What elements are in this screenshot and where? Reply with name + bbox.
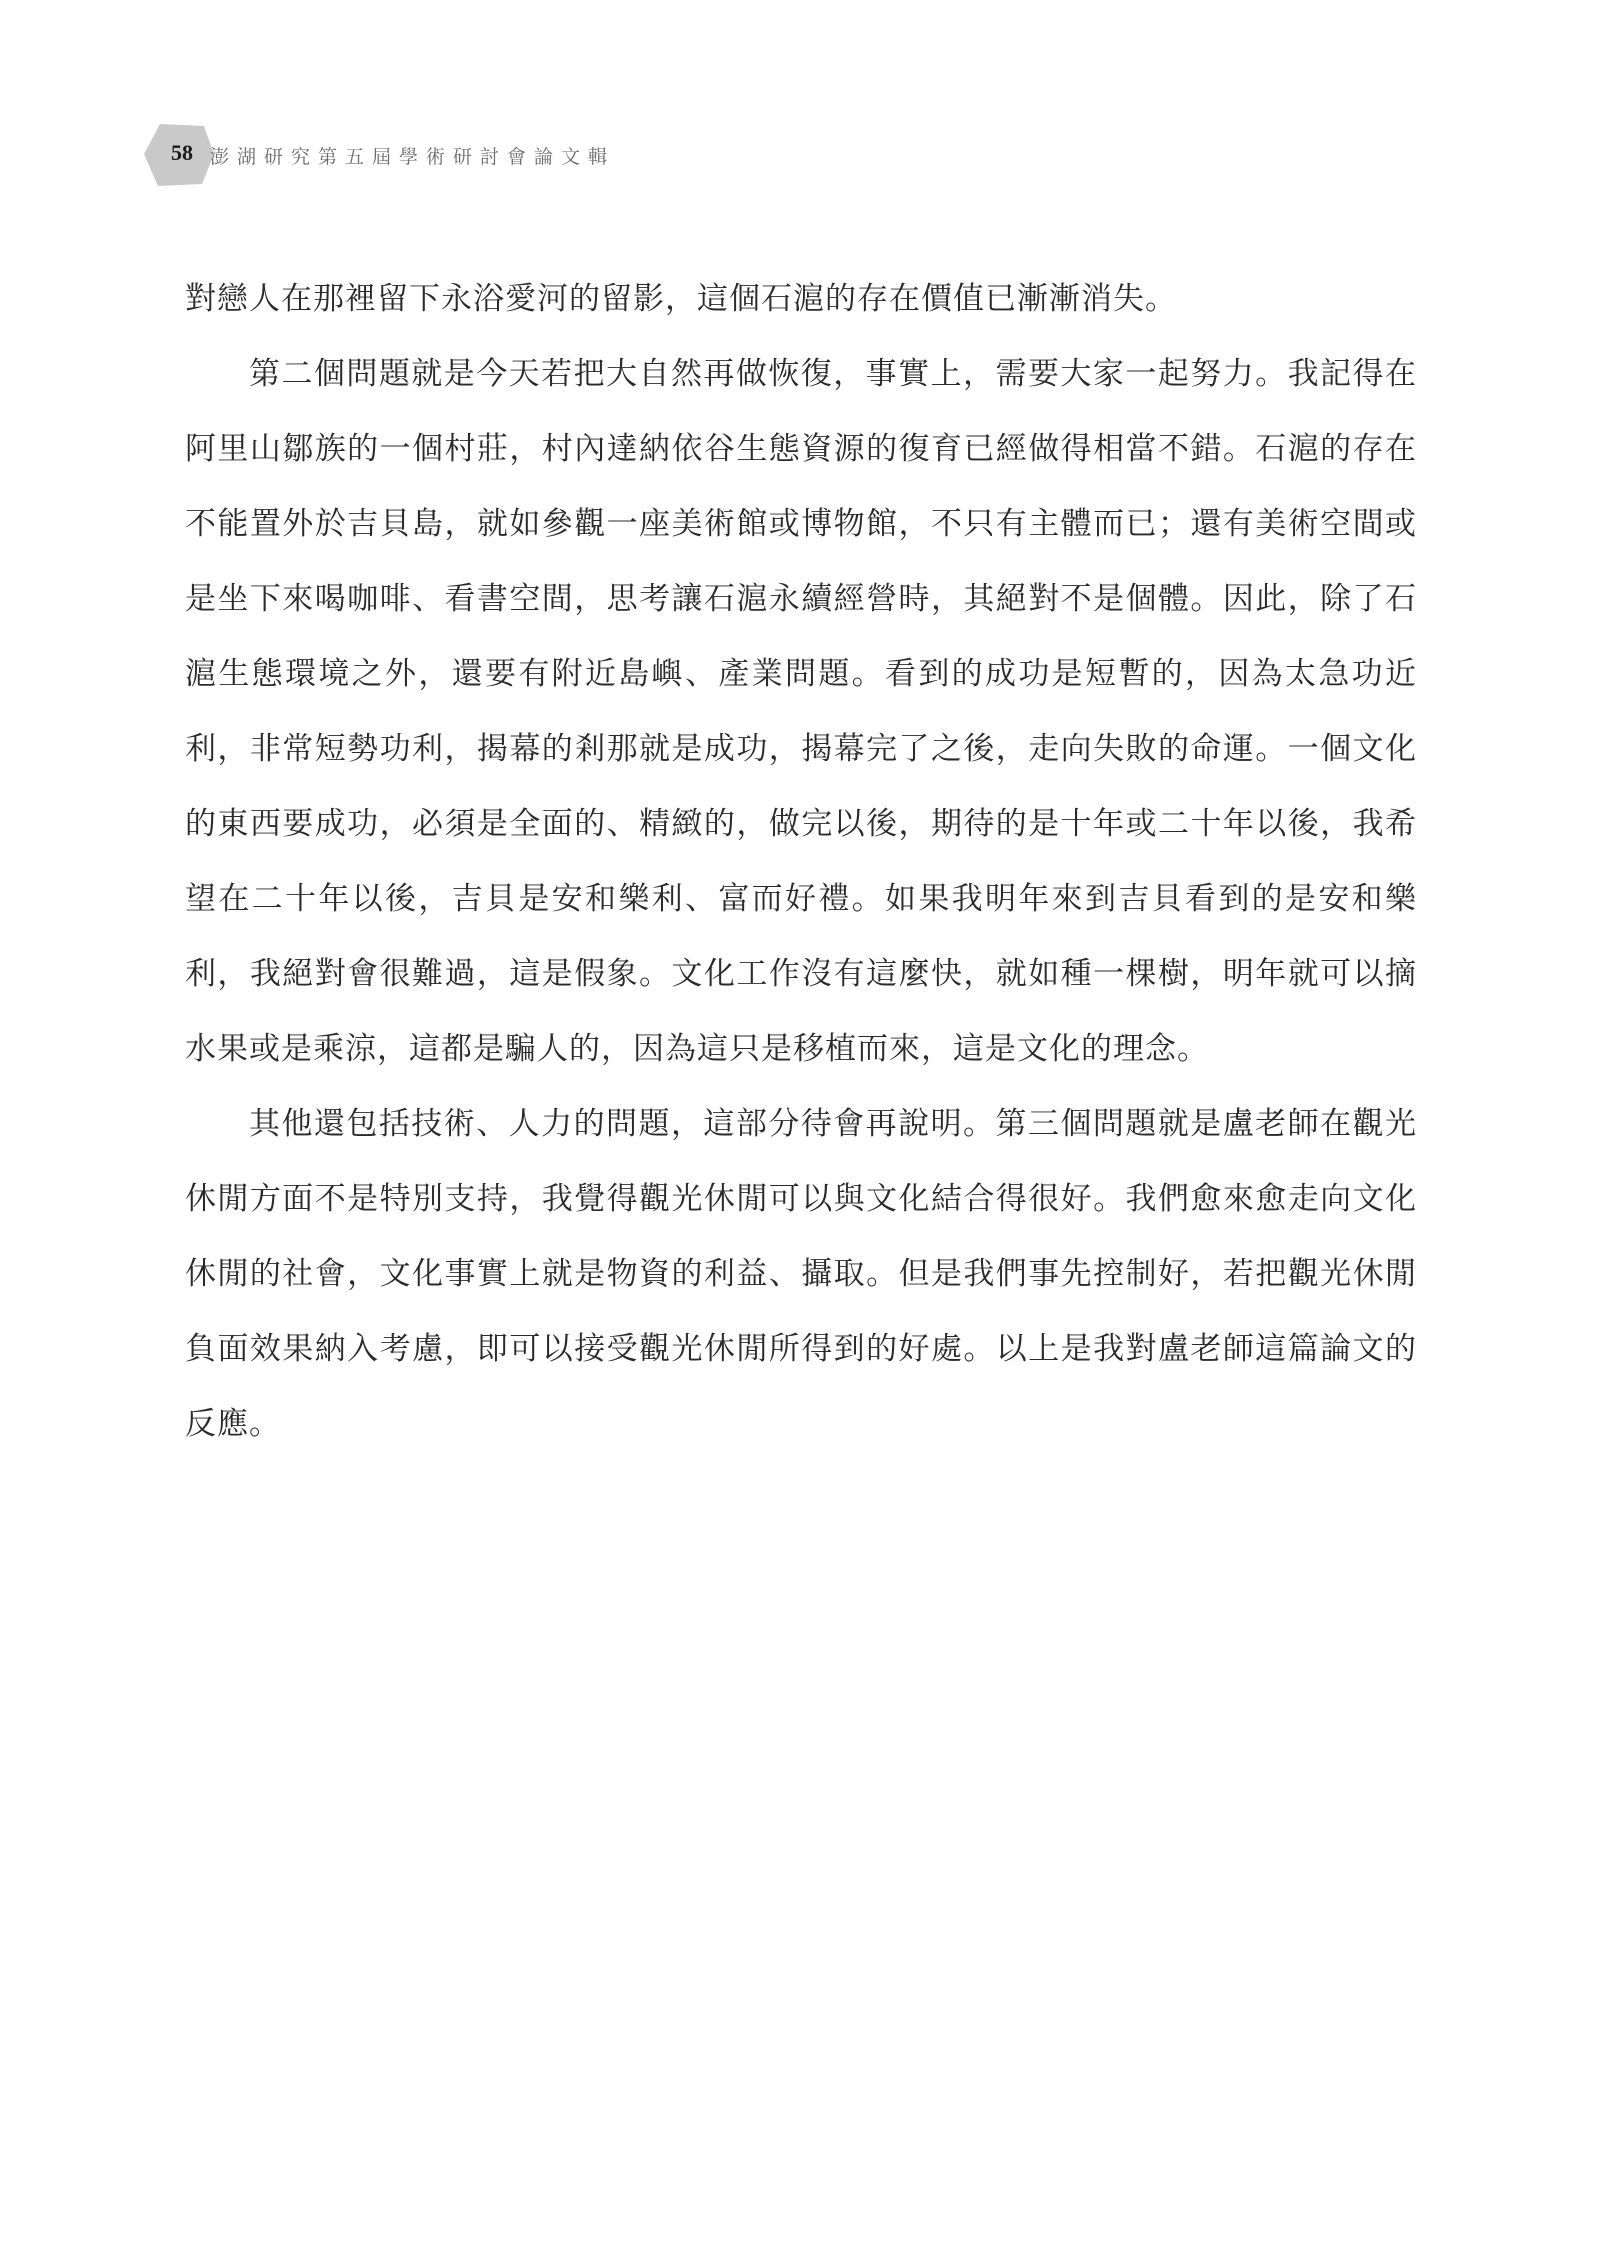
page-number: 58 — [171, 140, 193, 165]
paragraph: 第二個問題就是今天若把大自然再做恢復，事實上，需要大家一起努力。我記得在阿里山鄒族的一個村莊，村內達納依谷生態資源的復育已經做得相當不錯。石滬的存在不能置外於吉貝島，就如參觀一座美術館或博物館，不只有主體而已；還有美術空間或是坐下來喝咖啡、看書空間，思考讓石滬永續經營時，其絕對不是個體。因此，除了石滬生態環境之外，還要有附近島嶼、產業問題。看到的成功是短暫的，因為太急功近利，非常短勢功利，揭幕的剎那就是成功，揭幕完了之後，走向失敗的命運。一個文化的東西要成功，必須是全面的、精緻的，做完以後，期待的是十年或二十年以後，我希望在二十年以後，吉貝是安和樂利、富而好禮。如果我明年來到吉貝看到的是安和樂利，我絕對會很難過，這是假象。文化工作沒有這麼快，就如種一棵樹，明年就可以摘水果或是乘涼，這都是騙人的，因為這只是移植而來，這是文化的理念。 — [185, 356, 1417, 1067]
page-header — [140, 120, 840, 190]
page-number-badge — [140, 120, 220, 190]
running-title: 澎湖研究第五屆學術研討會論文輯 — [210, 146, 616, 168]
paragraph-continued: 對戀人在那裡留下永浴愛河的留影，這個石滬的存在價值已漸漸消失。 — [185, 281, 1177, 317]
body-text — [185, 262, 1417, 1462]
paragraph: 其他還包括技術、人力的問題，這部分待會再說明。第三個問題就是盧老師在觀光休閒方面不是特別支持，我覺得觀光休閒可以與文化結合得很好。我們愈來愈走向文化休閒的社會，文化事實上就是物資的利益、攝取。但是我們事先控制好，若把觀光休閒負面效果納入考慮，即可以接受觀光休閒所得到的好處。以上是我對盧老師這篇論文的反應。 — [185, 1106, 1417, 1442]
